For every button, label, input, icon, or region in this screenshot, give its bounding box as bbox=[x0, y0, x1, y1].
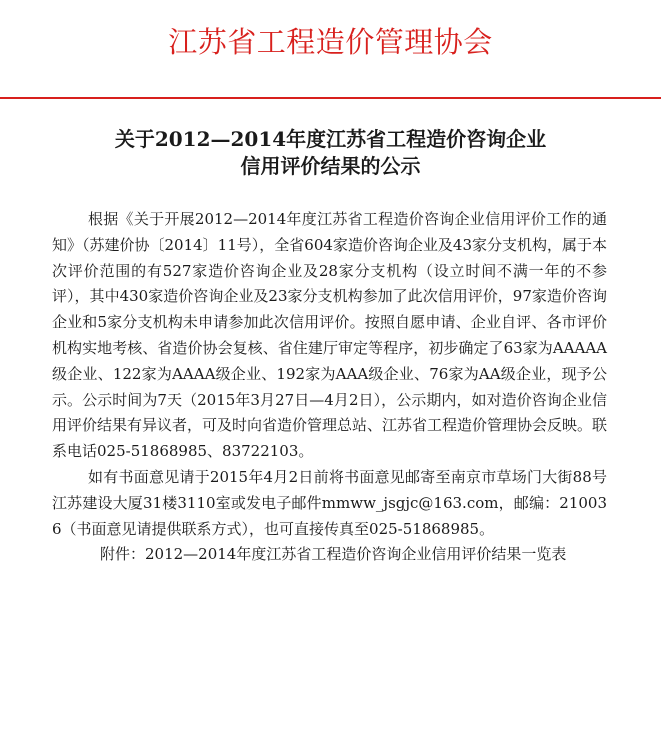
article-title-line-1: 关于2012—2014年度江苏省工程造价咨询企业 bbox=[114, 127, 547, 151]
body-paragraph-attachment[interactable]: 附件：2012—2014年度江苏省工程造价咨询企业信用评价结果一览表 bbox=[100, 545, 567, 564]
masthead-divider bbox=[0, 97, 661, 99]
organization-name: 江苏省工程造价管理协会 bbox=[168, 25, 493, 59]
body-paragraph-written-feedback: 如有书面意见请于2015年4月2日前将书面意见邮寄至南京市草场门大街88号江苏建设大厦31楼3110室或发电子邮件mmww_jsgjc@163.com，邮编：210036（书面意见请提供联系方式），也可直接传真至025-51868985。 bbox=[52, 467, 607, 538]
body-paragraph-evaluation-notice: 根据《关于开展2012—2014年度江苏省工程造价咨询企业信用评价工作的通知》（苏建价协〔2014〕11号），全省604家造价咨询企业及43家分支机构，属于本次评价范围的有527家造价咨询企业及28家分支机构（设立时间不满一年的不参评），其中430家造价咨询企业及23家分支机构参加了此次信用评价，97家造价咨询企业和5家分支机构未申请参加此次信用评价。按照自愿申请、企业自评、各市评价机构实地考核、省造价协会复核、省住建厅审定等程序，初步确定了63家为AAAAA级企业、122家为AAAA级企业、192家为AAA级企业、76家为AA级企业，现予公示。公示时间为7天（2015年3月27日—4月2日），公示期内，如对造价咨询企业信用评价结果有异议者，可及时向省造价管理总站、江苏省工程造价管理协会反映。联系电话025-51868985、83722103。 bbox=[52, 210, 608, 461]
article-title-line-2: 信用评价结果的公示 bbox=[240, 154, 421, 178]
article-body bbox=[52, 207, 607, 568]
masthead bbox=[0, 0, 661, 100]
article-title bbox=[0, 126, 661, 180]
